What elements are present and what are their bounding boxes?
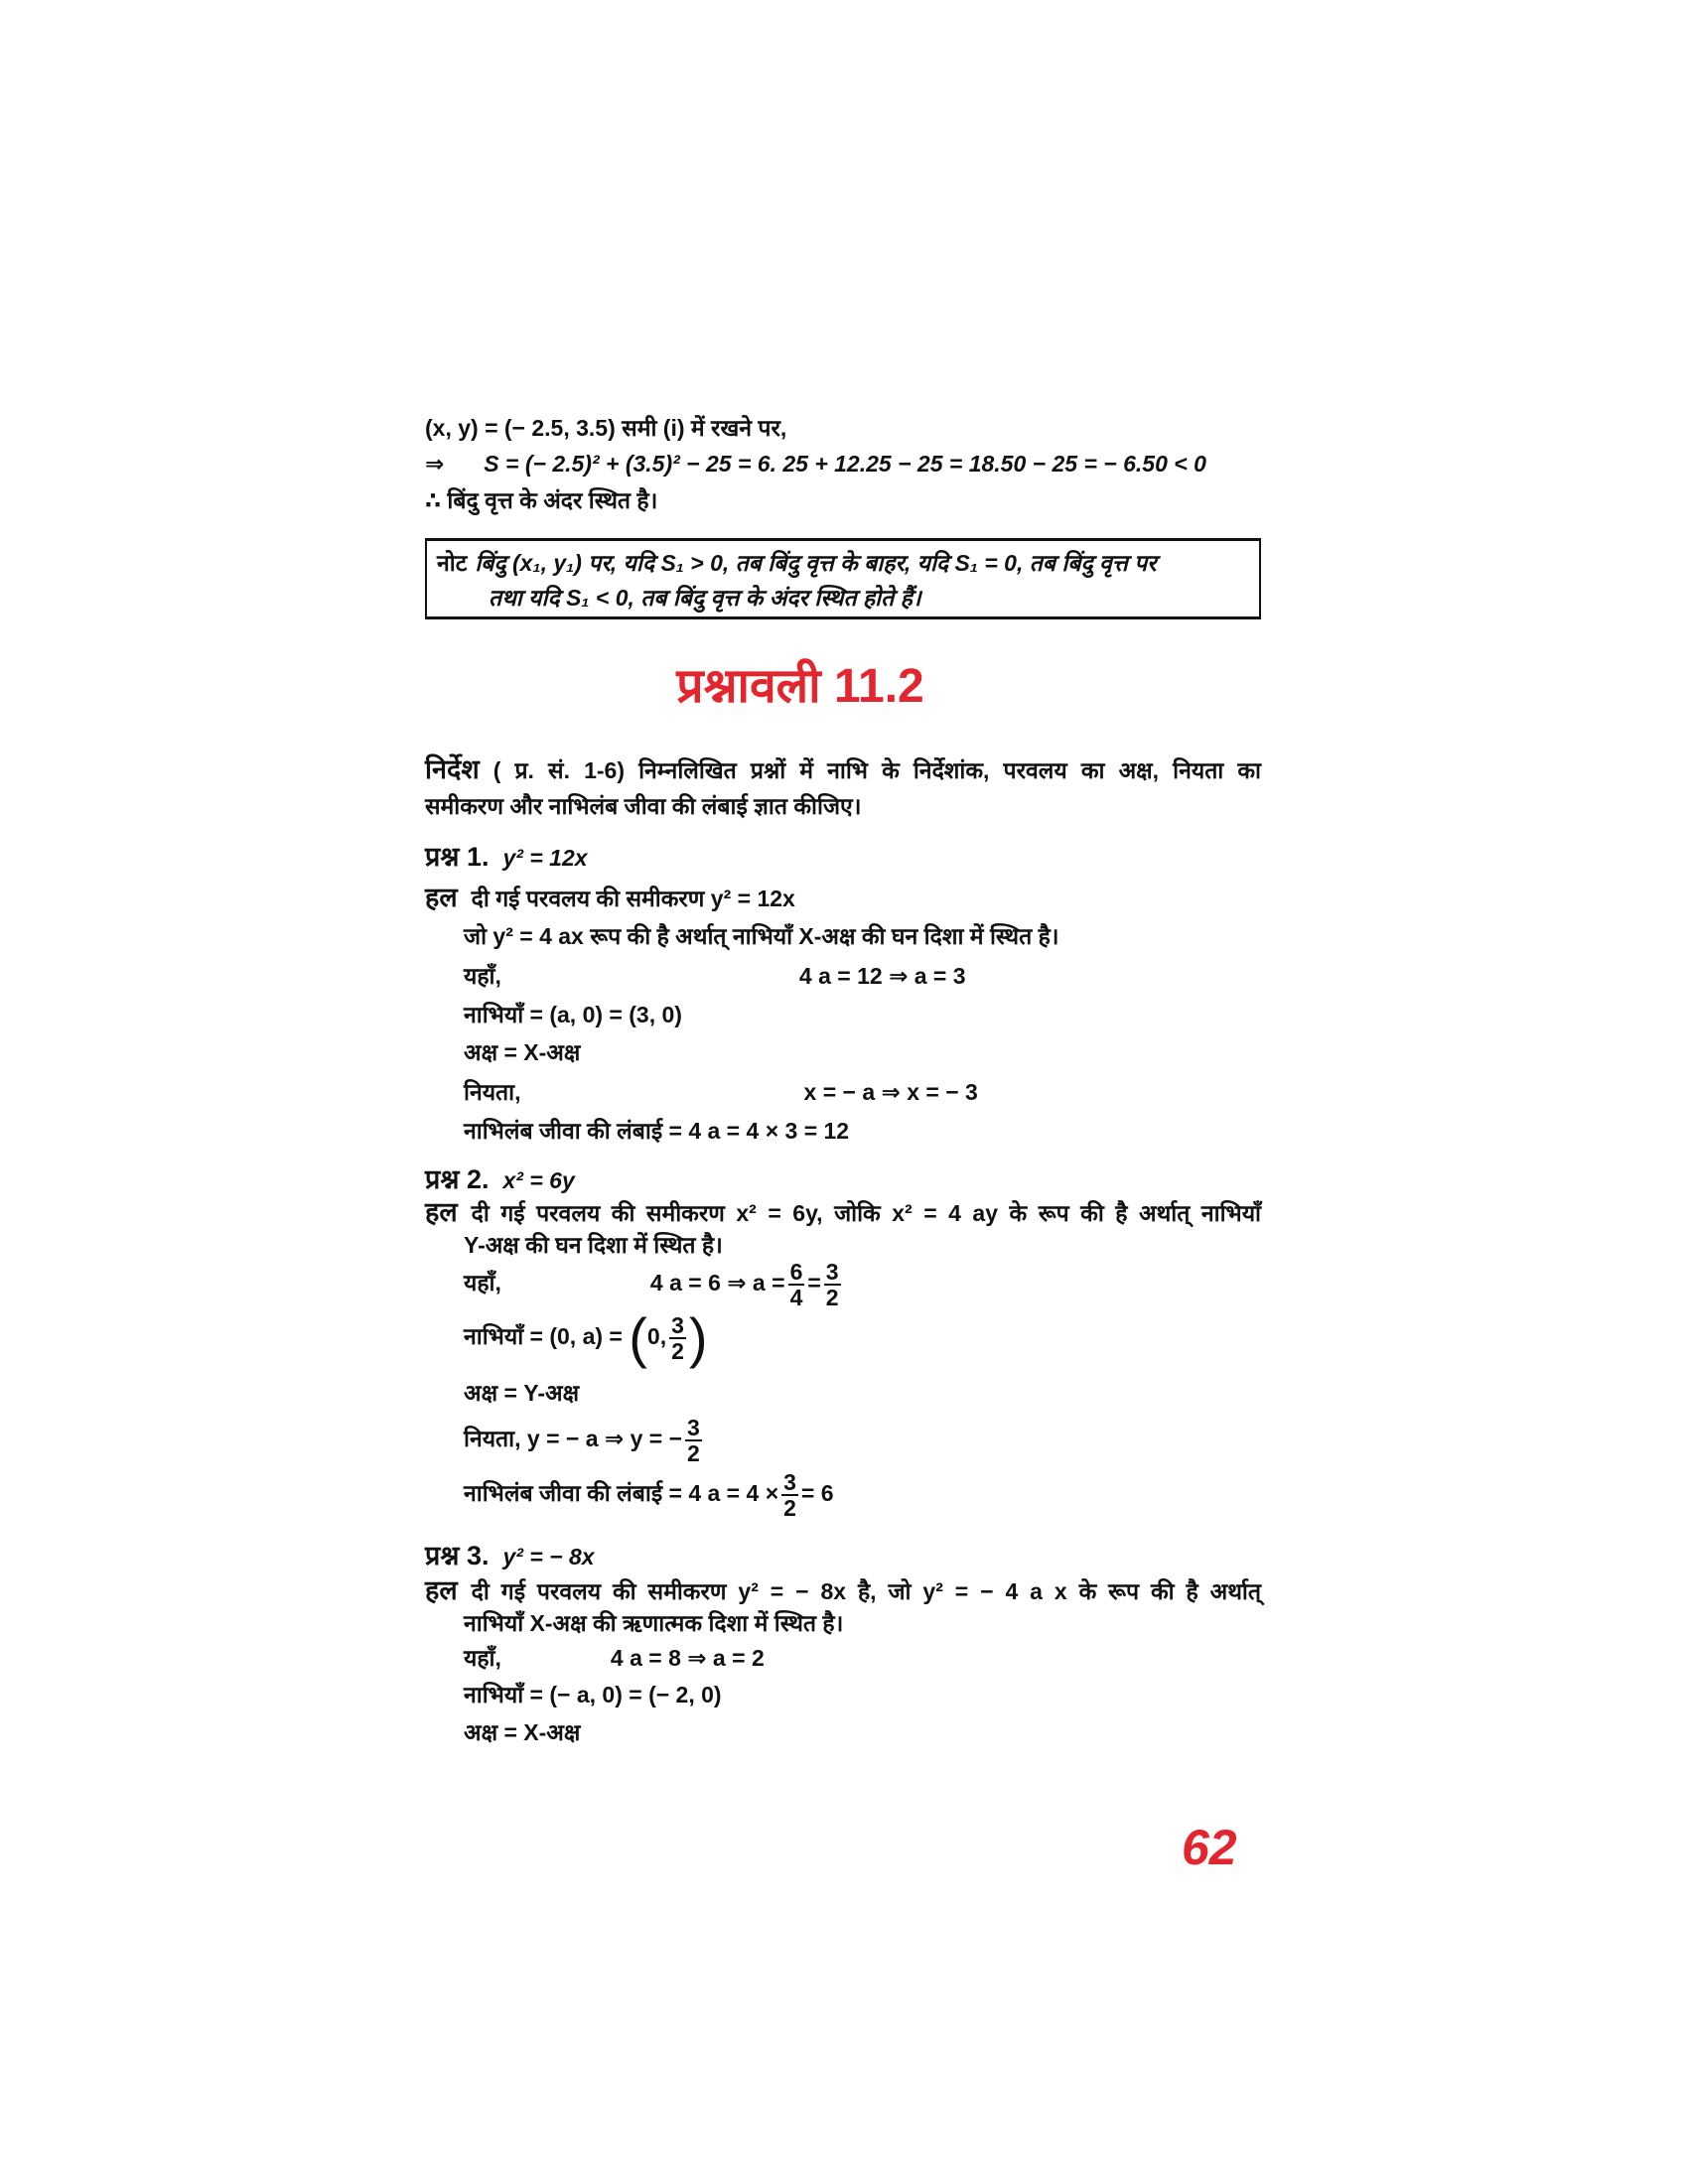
- question-1: [425, 843, 588, 872]
- denominator: 2: [825, 1284, 839, 1310]
- fraction: [788, 1260, 805, 1309]
- denominator: 2: [687, 1439, 700, 1466]
- question-equation: y² = 12x: [502, 845, 588, 871]
- denominator: 2: [783, 1494, 796, 1521]
- q3-solution-1: [425, 1576, 1261, 1605]
- numerator: 3: [783, 1468, 796, 1495]
- equation: x = − a ⇒ x = − 3: [803, 1079, 978, 1105]
- equals: =: [807, 1270, 821, 1296]
- numerator: 3: [671, 1311, 684, 1338]
- prev-line-2: [425, 450, 1206, 478]
- question-equation: x² = 6y: [502, 1167, 575, 1193]
- solution-label: हल: [425, 1197, 458, 1227]
- numerator: 3: [687, 1414, 700, 1440]
- fraction: [685, 1416, 702, 1465]
- q2-axis: अक्ष = Y-अक्ष: [464, 1380, 580, 1406]
- fraction: [824, 1260, 841, 1309]
- q3-focus: नाभियाँ = (− a, 0) = (− 2, 0): [464, 1682, 722, 1707]
- solution-text: दी गई परवलय की समीकरण y² = − 8x है, जो y² = − 4 a x के रूप की है अर्थात्: [471, 1578, 1261, 1604]
- q3-solution-2: नाभियाँ X-अक्ष की ऋणात्मक दिशा में स्थित है।: [464, 1610, 844, 1636]
- solution-label: हल: [425, 1575, 458, 1605]
- q2-solution-2: Y-अक्ष की घन दिशा में स्थित है।: [464, 1232, 723, 1258]
- q2-directrix: [464, 1415, 705, 1465]
- focus-text: नाभियाँ = (0, a) =: [464, 1323, 623, 1349]
- note-label: नोट: [437, 550, 468, 576]
- result: = 6: [800, 1480, 834, 1506]
- equation: 4 a = 12 ⇒ a = 3: [798, 963, 966, 989]
- equation: नाभिलंब जीवा की लंबाई = 4 a = 4 ×: [464, 1480, 779, 1506]
- q3-solution-3: [464, 1644, 765, 1672]
- label-here: यहाँ,: [464, 1645, 501, 1671]
- fraction: [669, 1313, 686, 1363]
- q1-axis: अक्ष = X-अक्ष: [464, 1039, 581, 1065]
- page-number: 62: [1182, 1820, 1237, 1875]
- label-here: यहाँ,: [464, 963, 501, 989]
- exercise-title: प्रश्नावली 11.2: [676, 660, 924, 713]
- equation: 4 a = 8 ⇒ a = 2: [610, 1645, 765, 1671]
- q1-latus-rectum: नाभिलंब जीवा की लंबाई = 4 a = 4 × 3 = 12: [464, 1118, 850, 1144]
- question-label: प्रश्न 3.: [425, 1541, 490, 1570]
- paren-close: ): [688, 1305, 708, 1369]
- q2-solution-1: [425, 1198, 1261, 1227]
- q2-solution-3: [464, 1259, 844, 1309]
- numerator: 3: [825, 1258, 839, 1285]
- question-label: प्रश्न 1.: [425, 842, 490, 872]
- label-here: यहाँ,: [464, 1270, 501, 1296]
- label-directrix: नियता,: [464, 1079, 521, 1105]
- note-text-1: बिंदु (x₁, y₁) पर, यदि S₁ > 0, तब बिंदु वृत्त के बाहर, यदि S₁ = 0, तब बिंदु वृत्त पर: [475, 550, 1157, 576]
- focus-x: 0,: [646, 1323, 667, 1349]
- directions-text: ( प्र. सं. 1-6) निम्नलिखित प्रश्नों में नाभि के निर्देशांक, परवलय का अक्ष, नियता का: [492, 757, 1261, 783]
- question-3: [425, 1542, 595, 1570]
- question-label: प्रश्न 2.: [425, 1164, 490, 1194]
- implies-arrow: ⇒: [425, 451, 445, 477]
- q2-focus: [464, 1305, 708, 1369]
- solution-text: दी गई परवलय की समीकरण x² = 6y, जोकि x² = 4 ay के रूप की है अर्थात् नाभियाँ: [471, 1200, 1261, 1226]
- note-box: [425, 538, 1261, 619]
- question-2: [425, 1165, 575, 1194]
- q2-latus-rectum: [464, 1469, 834, 1520]
- q1-focus: नाभियाँ = (a, 0) = (3, 0): [464, 1002, 682, 1027]
- paren-open: (: [629, 1305, 647, 1369]
- numerator: 6: [789, 1258, 803, 1285]
- q1-solution-3: [464, 962, 966, 990]
- denominator: 2: [671, 1337, 684, 1364]
- prev-line-3: ∴ बिंदु वृत्त के अंदर स्थित है।: [425, 487, 658, 513]
- q3-axis: अक्ष = X-अक्ष: [464, 1719, 581, 1745]
- solution-label: हल: [425, 883, 458, 912]
- fraction: [781, 1470, 798, 1520]
- equation: नियता, y = − a ⇒ y = −: [464, 1426, 683, 1451]
- directions-label: निर्देश: [425, 754, 480, 784]
- note-text-2: तथा यदि S₁ < 0, तब बिंदु वृत्त के अंदर स्थित होते हैं।: [489, 585, 921, 611]
- equation: S = (− 2.5)² + (3.5)² − 25 = 6. 25 + 12.25 − 25 = 18.50 − 25 = − 6.50 < 0: [484, 451, 1206, 477]
- equation: 4 a = 6 ⇒ a =: [649, 1270, 785, 1296]
- denominator: 4: [789, 1284, 803, 1310]
- q1-directrix: [464, 1078, 978, 1106]
- q1-solution-2: जो y² = 4 ax रूप की है अर्थात् नाभियाँ X-अक्ष की घन दिशा में स्थित है।: [464, 923, 1059, 949]
- solution-text: दी गई परवलय की समीकरण y² = 12x: [471, 886, 795, 911]
- directions-line-1: [425, 755, 1261, 784]
- directions-line-2: समीकरण और नाभिलंब जीवा की लंबाई ज्ञात कीजिए।: [425, 793, 862, 819]
- question-equation: y² = − 8x: [502, 1544, 595, 1570]
- q1-solution-1: [425, 884, 795, 912]
- prev-line-1: (x, y) = (− 2.5, 3.5) समी (i) में रखने पर,: [425, 415, 787, 441]
